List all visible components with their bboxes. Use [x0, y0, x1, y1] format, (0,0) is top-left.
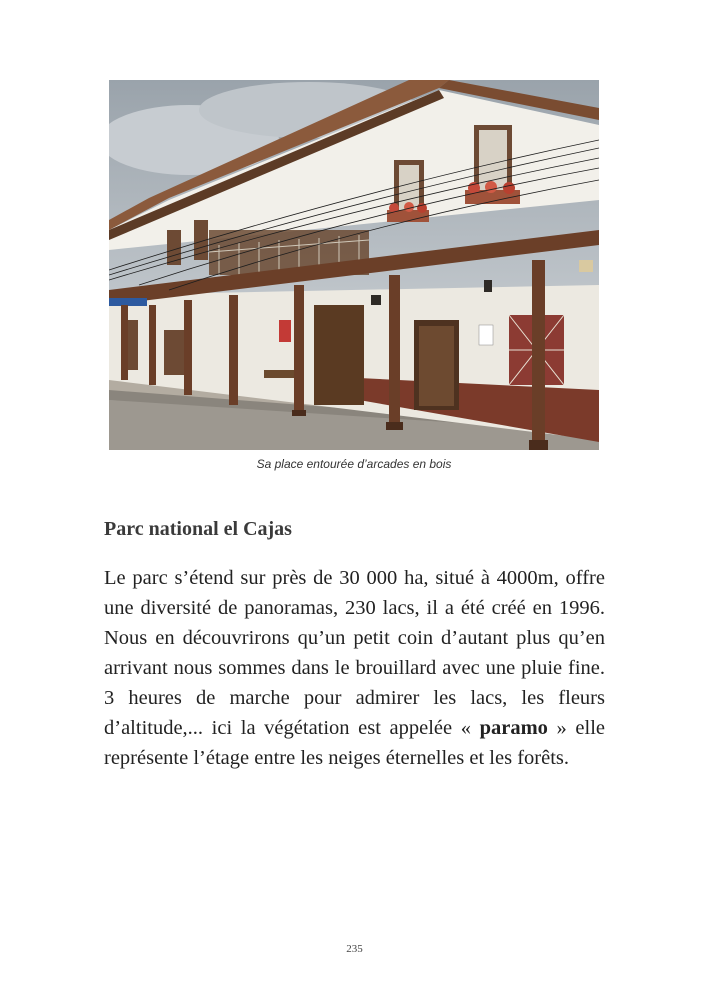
section-paragraph [104, 563, 605, 773]
colonial-arcade-photo [109, 80, 599, 450]
paragraph-bold-term: paramo [479, 717, 548, 739]
page-number: 235 [346, 943, 363, 955]
paragraph-text-start: Le parc s’étend sur près de 30 000 ha, situé à 4000m, offre une diversité de panoramas, 230 lacs, il a été créé en 1996. Nous en découvrirons qu’un petit coin d’autant plus qu’en arrivant nous sommes dans le brouillard avec une pluie fine. 3 heures de marche pour admirer les lacs, les fleurs d’altitude,... ici la végétation est appelée « [104, 567, 605, 739]
section-heading: Parc national el Cajas [104, 518, 292, 540]
paragraph-text-end: » elle représente l’étage entre les neiges éternelles et les forêts. [104, 717, 605, 769]
photo-illustration [109, 80, 599, 450]
photo-caption: Sa place entourée d’arcades en bois [256, 457, 452, 471]
